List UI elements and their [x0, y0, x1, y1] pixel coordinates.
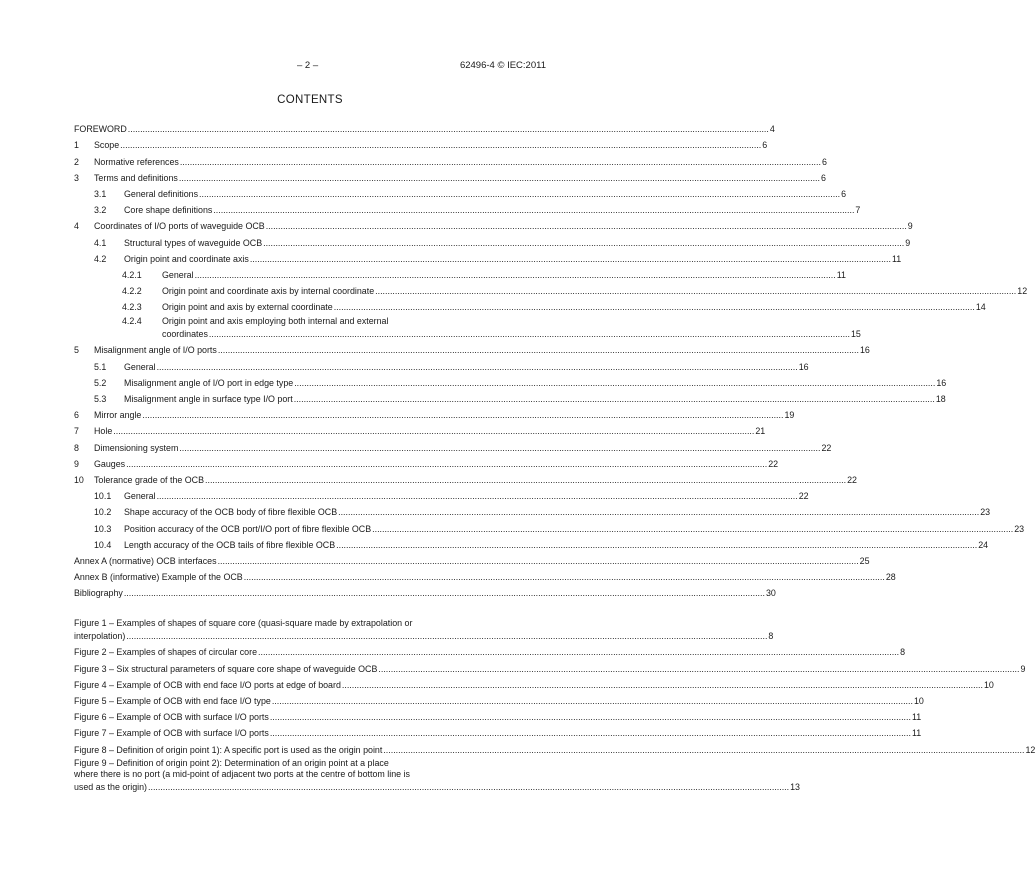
- toc-entry[interactable]: [74, 231, 911, 248]
- toc-entry-title: Dimensioning system: [94, 442, 179, 453]
- toc-entry-page: 16: [859, 345, 870, 356]
- toc-entry-page: 11: [891, 253, 902, 264]
- toc-entry-title: Structural types of waveguide OCB: [124, 237, 263, 248]
- toc-entry-number: 2: [74, 156, 79, 167]
- toc-entry-number: 10.3: [94, 523, 112, 534]
- dot-leader: [157, 491, 798, 501]
- toc-entry-title: Tolerance grade of the OCB: [94, 474, 205, 485]
- dot-leader: [266, 221, 907, 231]
- toc-entry[interactable]: [74, 566, 896, 583]
- toc-entry-number: 10.1: [94, 491, 112, 502]
- figure-entry-page: 13: [790, 781, 800, 792]
- toc-entry-page: 15: [851, 329, 861, 340]
- toc-entry[interactable]: [74, 436, 832, 453]
- toc-entry[interactable]: [74, 388, 946, 404]
- toc-entry-number: 10: [74, 474, 84, 485]
- toc-entry-page: 28: [885, 572, 896, 583]
- toc-entry-page: 22: [798, 491, 809, 502]
- dot-leader: [263, 238, 904, 248]
- figure-entry-title-cont: used as the origin): [74, 781, 148, 792]
- toc-entry[interactable]: [74, 534, 989, 550]
- toc-entry-number: 3.1: [94, 188, 107, 199]
- dot-leader: [372, 524, 1013, 534]
- dot-leader: [205, 475, 846, 485]
- dot-leader: [250, 254, 891, 264]
- dot-leader: [213, 205, 854, 215]
- toc-entry-title-cont: coordinates: [162, 329, 208, 340]
- toc-entry-number: 4.2.4: [122, 316, 142, 327]
- toc-entry[interactable]: [74, 355, 809, 372]
- dot-leader: [338, 507, 979, 517]
- figure-entry-title: Figure 3 – Six structural parameters of square core shape of waveguide OCB: [74, 663, 378, 674]
- section-spacer: [74, 598, 546, 616]
- dot-leader: [258, 647, 899, 657]
- toc-entry-title: Terms and definitions: [94, 172, 178, 183]
- figure-entry-title-cont: where there is no port (a mid-point of adjacent two ports at the centre of bottom line is: [74, 768, 410, 779]
- toc-entry-title: General: [124, 491, 156, 502]
- dot-leader: [342, 680, 983, 690]
- toc-entry-number: 1: [74, 140, 79, 151]
- dot-leader: [218, 345, 859, 355]
- toc-entry-page: 7: [855, 205, 861, 216]
- toc-entry-page: 23: [1014, 523, 1025, 534]
- toc-entry-page: 18: [935, 394, 946, 404]
- figure-entry-title: Figure 5 – Example of OCB with end face I/O type: [74, 696, 271, 706]
- toc-entry[interactable]: [74, 183, 847, 199]
- toc-entry-page: 12: [1017, 286, 1028, 297]
- dot-leader: [195, 270, 836, 280]
- toc-entry-number: 8: [74, 442, 79, 453]
- toc-entry[interactable]: [74, 372, 947, 388]
- toc-entry-page: 24: [978, 539, 989, 550]
- toc-entry[interactable]: [74, 485, 809, 502]
- toc-entry[interactable]: [74, 150, 827, 167]
- figure-entry[interactable]: [74, 738, 1035, 755]
- toc-entry-number: 5: [74, 345, 79, 356]
- toc-entry-title: Origin point and axis employing both internal and external: [162, 316, 389, 327]
- dot-leader: [383, 745, 1024, 755]
- toc-entry-title: Length accuracy of the OCB tails of fibre flexible OCB: [124, 539, 336, 550]
- figure-entry-page: 11: [911, 712, 922, 723]
- toc-entry-number: 4: [74, 221, 79, 232]
- toc-entry-title: Misalignment angle in surface type I/O port: [124, 394, 293, 404]
- toc-entry-title: Origin point and coordinate axis: [124, 253, 249, 264]
- toc-entry[interactable]: [74, 215, 913, 232]
- figure-entry-title: Figure 8 – Definition of origin point 1): A specific port is used as the origin point: [74, 744, 383, 755]
- toc-entry[interactable]: [74, 550, 870, 566]
- toc-entry-page: 4: [769, 124, 775, 135]
- dot-leader: [270, 728, 911, 738]
- dot-leader: [336, 540, 977, 550]
- toc-entry-page: 16: [936, 377, 947, 388]
- toc-entry-title: General definitions: [124, 188, 199, 199]
- toc-entry-title: Coordinates of I/O ports of waveguide OCB: [94, 221, 265, 232]
- toc-entry-page: 22: [821, 442, 832, 453]
- toc-entry-title: Gauges: [94, 458, 126, 469]
- figure-entry-title: Figure 1 – Examples of shapes of square core (quasi-square made by extrapolation or: [74, 618, 413, 629]
- dot-leader: [126, 459, 767, 469]
- figure-entry-page: 10: [984, 679, 994, 690]
- dot-leader: [378, 664, 1019, 674]
- toc-entry-number: 9: [74, 458, 79, 469]
- toc-entry-number: 3: [74, 172, 79, 183]
- toc-entry[interactable]: [74, 134, 768, 151]
- figure-entry-title-cont: interpolation): [74, 631, 126, 642]
- toc-entry-title: Mirror angle: [94, 410, 142, 421]
- dot-leader: [157, 362, 798, 372]
- toc-entry[interactable]: [74, 501, 991, 518]
- figure-entry[interactable]: [74, 641, 906, 658]
- toc-entry-page: 22: [768, 458, 779, 469]
- toc-entry[interactable]: [74, 453, 779, 469]
- toc-entry-title: Misalignment angle of I/O port in edge type: [124, 377, 294, 388]
- toc-entry-number: 4.2: [94, 253, 107, 264]
- standard-reference: 62496-4 © IEC:2011: [459, 60, 546, 71]
- toc-entry-page: 9: [905, 237, 911, 248]
- toc-entry[interactable]: [74, 316, 861, 340]
- toc-entry-page: 16: [798, 361, 809, 372]
- figure-entry[interactable]: [74, 674, 994, 690]
- dot-leader: [179, 443, 820, 453]
- toc-entry-title: General: [124, 361, 156, 372]
- toc-entry-page: 6: [841, 188, 847, 199]
- toc-entry-number: 5.2: [94, 377, 107, 388]
- figure-entry[interactable]: [74, 618, 774, 642]
- figure-entry[interactable]: [74, 722, 922, 739]
- page-header: [0, 60, 620, 74]
- toc-entry-title: Shape accuracy of the OCB body of fibre flexible OCB: [124, 507, 338, 518]
- toc-entry[interactable]: [74, 199, 861, 216]
- toc-entry[interactable]: [74, 296, 986, 313]
- toc-entry-page: 14: [975, 302, 986, 313]
- toc-entry[interactable]: [74, 280, 1028, 297]
- toc-entry[interactable]: [74, 248, 902, 264]
- toc-entry-page: 30: [765, 588, 776, 599]
- toc-entry-number: 4.1: [94, 237, 107, 248]
- dot-leader: [179, 173, 820, 183]
- toc-entry-number: 4.2.3: [122, 302, 142, 313]
- figure-entry[interactable]: [74, 690, 924, 706]
- dot-leader: [334, 302, 975, 312]
- figure-entry-page: 10: [913, 696, 924, 706]
- dot-leader: [294, 378, 935, 388]
- toc-entry[interactable]: [74, 339, 870, 356]
- toc-entry[interactable]: [74, 469, 857, 485]
- toc-entry-title: Misalignment angle of I/O ports: [94, 345, 217, 356]
- toc-entry-number: 4.2.2: [122, 286, 142, 297]
- toc-entry[interactable]: [74, 420, 766, 437]
- toc-entry-title: Normative references: [94, 156, 179, 167]
- figure-entry-page: 9: [1020, 663, 1026, 674]
- toc-entry-title: Hole: [94, 426, 113, 437]
- toc-entry-page: 23: [980, 507, 991, 518]
- figure-entry[interactable]: [74, 706, 922, 723]
- toc-entry-number: 10.4: [94, 539, 112, 550]
- dot-leader: [218, 556, 859, 566]
- dot-leader: [272, 696, 913, 706]
- toc-entry[interactable]: [74, 118, 775, 135]
- toc-entry-page: 11: [836, 269, 846, 280]
- toc-entry[interactable]: [74, 582, 776, 599]
- dot-leader: [244, 572, 885, 582]
- toc-entry-title: Origin point and coordinate axis by internal coordinate: [162, 286, 375, 297]
- toc-entry[interactable]: [74, 517, 1025, 534]
- page-number: – 2 –: [297, 60, 319, 71]
- dot-leader: [113, 426, 754, 436]
- toc-entry-title: Annex A (normative) OCB interfaces: [74, 555, 217, 566]
- dot-leader: [128, 124, 769, 134]
- toc-entry[interactable]: [74, 264, 846, 280]
- toc-entry-title: Origin point and axis by external coordinate: [162, 302, 333, 313]
- figure-entry-page: 11: [911, 728, 922, 739]
- dot-leader: [209, 329, 850, 339]
- toc-entry-page: 25: [859, 555, 870, 566]
- dot-leader: [142, 410, 783, 420]
- toc-entry-page: 6: [821, 156, 827, 167]
- figure-entry-page: 8: [900, 647, 906, 658]
- toc-entry-page: 19: [784, 410, 795, 421]
- toc-entry-number: 5.3: [94, 394, 107, 404]
- contents-title: CONTENTS: [277, 94, 343, 106]
- dot-leader: [148, 782, 789, 792]
- toc-entry-number: 5.1: [94, 361, 107, 372]
- toc-entry-number: 6: [74, 410, 79, 421]
- figure-entry-title: Figure 6 – Example of OCB with surface I/O ports: [74, 712, 269, 723]
- toc-entry-page: 21: [755, 426, 766, 437]
- toc-entry-title: General: [162, 269, 194, 280]
- dot-leader: [294, 394, 935, 404]
- dot-leader: [375, 286, 1016, 296]
- figure-entry-title: Figure 2 – Examples of shapes of circular core: [74, 647, 258, 658]
- toc-entry-title: Core shape definitions: [124, 205, 213, 216]
- toc-entry[interactable]: [74, 404, 795, 421]
- toc-entry-page: 9: [907, 221, 913, 232]
- toc-entry-number: 3.2: [94, 205, 107, 216]
- dot-leader: [180, 157, 821, 167]
- dot-leader: [126, 631, 767, 641]
- dot-leader: [270, 712, 911, 722]
- table-of-contents: [74, 118, 1035, 792]
- toc-entry-number: 4.2.1: [122, 269, 142, 280]
- figure-entry[interactable]: [74, 757, 800, 792]
- figure-entry-page: 8: [768, 631, 774, 642]
- toc-entry-title: Scope: [94, 140, 120, 151]
- toc-entry-title: Annex B (informative) Example of the OCB: [74, 572, 243, 583]
- figure-entry-title: Figure 4 – Example of OCB with end face I/O ports at edge of board: [74, 679, 341, 690]
- toc-entry-title: Bibliography: [74, 588, 123, 599]
- figure-entry-page: 12: [1025, 744, 1035, 755]
- figure-entry[interactable]: [74, 657, 1026, 674]
- toc-entry-title: FOREWORD: [74, 124, 127, 135]
- figure-entry-title: Figure 7 – Example of OCB with surface I/O ports: [74, 728, 269, 739]
- toc-entry-page: 6: [820, 172, 826, 183]
- dot-leader: [120, 140, 761, 150]
- dot-leader: [199, 189, 840, 199]
- toc-entry[interactable]: [74, 167, 826, 183]
- dot-leader: [124, 588, 765, 598]
- toc-entry-title: Position accuracy of the OCB port/I/O port of fibre flexible OCB: [124, 523, 372, 534]
- figure-entry-title: Figure 9 – Definition of origin point 2): Determination of an origin point at a place: [74, 757, 389, 768]
- toc-entry-number: 7: [74, 426, 79, 437]
- toc-entry-page: 6: [762, 140, 768, 151]
- toc-entry-page: 22: [847, 474, 857, 485]
- toc-entry-number: 10.2: [94, 507, 112, 518]
